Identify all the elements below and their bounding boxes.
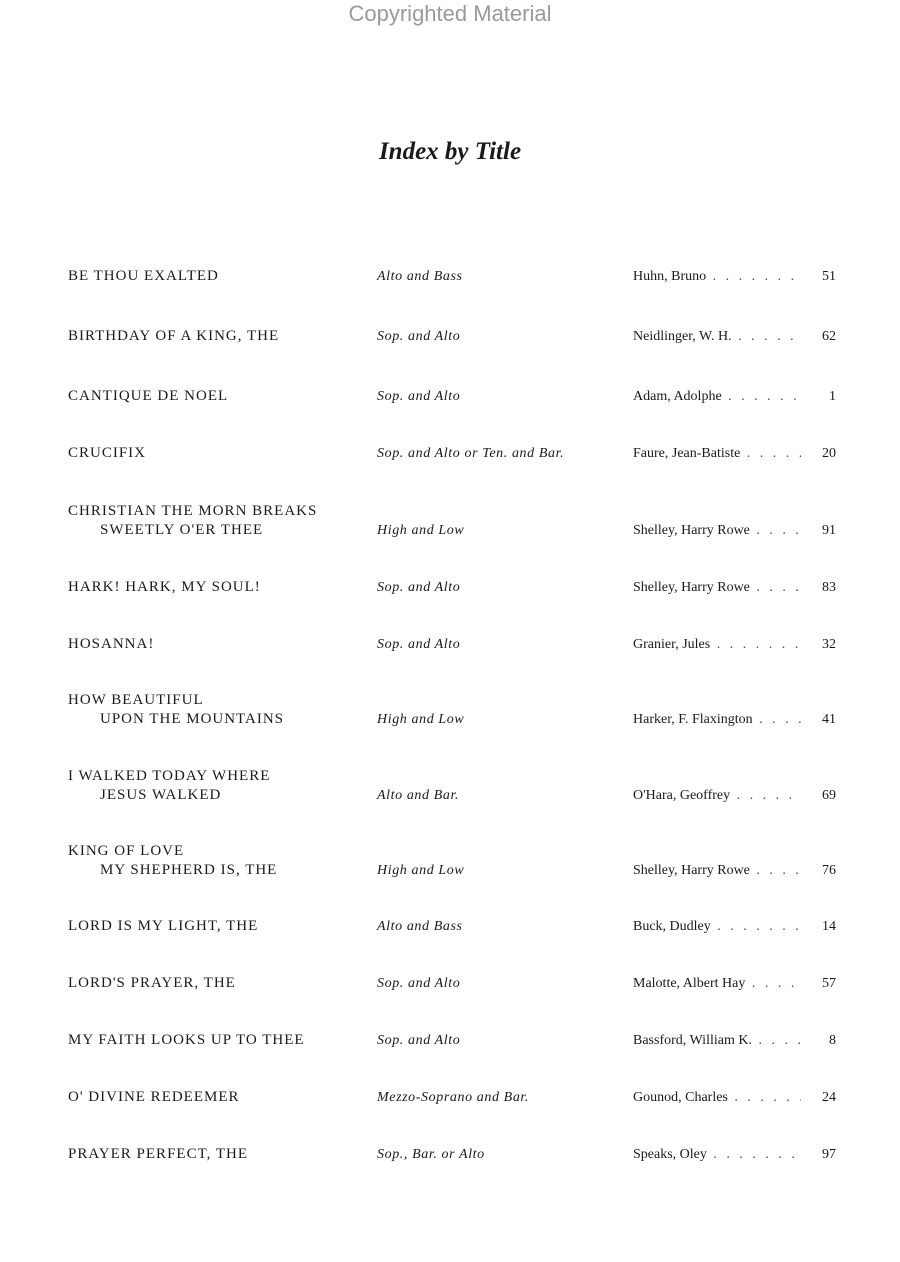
entry-title-line1: O' DIVINE REDEEMER — [68, 1089, 240, 1105]
index-entry — [0, 1020, 900, 1050]
entry-title — [68, 327, 368, 346]
index-entry — [0, 503, 900, 540]
entry-title-line1: BIRTHDAY OF A KING, THE — [68, 328, 280, 344]
entry-title — [68, 502, 368, 540]
entry-voicing: Mezzo-Soprano and Bar. — [377, 1090, 530, 1105]
entry-title — [68, 1088, 368, 1107]
entry-voicing: High and Low — [377, 712, 465, 727]
index-entry — [0, 624, 900, 654]
entry-voicing: Sop. and Alto or Ten. and Bar. — [377, 446, 565, 461]
entry-page-number: 69 — [822, 788, 836, 803]
entry-composer: Adam, Adolphe . . . — [633, 387, 801, 406]
entry-title-line1: LORD IS MY LIGHT, THE — [68, 918, 259, 934]
entry-title — [68, 917, 368, 936]
entry-title-line1: BE THOU EXALTED — [68, 268, 219, 284]
entry-title-line1: MY FAITH LOOKS UP TO THEE — [68, 1032, 305, 1048]
index-entry — [0, 433, 900, 463]
entry-composer: Neidlinger, W. H. . . . — [633, 327, 801, 346]
page-title: Index by Title — [378, 138, 522, 165]
entry-title-line2: SWEETLY O'ER THEE — [100, 522, 264, 538]
index-entry — [0, 1077, 900, 1107]
entry-voicing: Sop. and Alto — [377, 976, 461, 991]
index-entry — [0, 768, 900, 805]
entry-title — [68, 691, 368, 729]
entry-title-line1: KING OF LOVE — [68, 843, 185, 859]
entry-title-line1: HOW BEAUTIFUL — [68, 692, 204, 708]
index-entry — [0, 376, 900, 406]
entry-composer: Granier, Jules . . . — [633, 635, 801, 654]
entry-title-line2: MY SHEPHERD IS, THE — [100, 862, 278, 878]
entry-voicing: High and Low — [377, 523, 465, 538]
entry-composer: Shelley, Harry Rowe . . . — [633, 578, 801, 597]
entry-composer: Huhn, Bruno . . . — [633, 267, 801, 286]
index-entry — [0, 963, 900, 993]
entry-title-line1: HARK! HARK, MY SOUL! — [68, 579, 261, 595]
entry-title-line2: UPON THE MOUNTAINS — [100, 711, 285, 727]
entry-page-number: 32 — [822, 637, 836, 652]
entry-title — [68, 578, 368, 597]
entry-composer: Buck, Dudley . . . — [633, 917, 801, 936]
entry-title-line1: HOSANNA! — [68, 636, 155, 652]
entry-page-number: 20 — [822, 446, 836, 461]
entry-page-number: 97 — [822, 1147, 836, 1162]
entry-title — [68, 974, 368, 993]
copyright-watermark: Copyrighted Material — [348, 1, 552, 26]
entry-voicing: Sop. and Alto — [377, 637, 461, 652]
entry-composer: Shelley, Harry Rowe . . . — [633, 861, 801, 880]
entry-title-line1: LORD'S PRAYER, THE — [68, 975, 236, 991]
entry-title-line1: CANTIQUE DE NOEL — [68, 388, 229, 404]
entry-composer: Speaks, Oley . . . — [633, 1145, 801, 1164]
index-entry — [0, 692, 900, 729]
entry-composer: Faure, Jean-Batiste . . . — [633, 444, 801, 463]
entry-page-number: 91 — [822, 523, 836, 538]
entry-page-number: 1 — [829, 389, 836, 404]
entry-composer: Gounod, Charles . . . — [633, 1088, 801, 1107]
entry-title-line1: CHRISTIAN THE MORN BREAKS — [68, 503, 318, 519]
entry-title — [68, 1031, 368, 1050]
entry-title-line2: JESUS WALKED — [100, 787, 222, 803]
entry-title-line1: I WALKED TODAY WHERE — [68, 768, 271, 784]
entry-page-number: 24 — [822, 1090, 836, 1105]
entry-page-number: 57 — [822, 976, 836, 991]
entry-voicing: Sop. and Alto — [377, 329, 461, 344]
entry-page-number: 62 — [822, 329, 836, 344]
entry-title — [68, 635, 368, 654]
entry-voicing: Sop. and Alto — [377, 580, 461, 595]
entry-voicing: Alto and Bass — [377, 269, 463, 284]
entry-page-number: 41 — [822, 712, 836, 727]
entry-voicing: Sop., Bar. or Alto — [377, 1147, 485, 1162]
entry-title — [68, 444, 368, 463]
index-entry — [0, 906, 900, 936]
index-entry — [0, 567, 900, 597]
entry-voicing: Alto and Bar. — [377, 788, 460, 803]
index-entry — [0, 316, 900, 346]
entry-page-number: 76 — [822, 863, 836, 878]
entry-composer: O'Hara, Geoffrey . . . — [633, 786, 801, 805]
entry-voicing: Alto and Bass — [377, 919, 463, 934]
entry-page-number: 51 — [822, 269, 836, 284]
entry-title-line1: PRAYER PERFECT, THE — [68, 1146, 249, 1162]
entry-composer: Harker, F. Flaxington . . . — [633, 710, 801, 729]
index-entry — [0, 1134, 900, 1164]
entry-title — [68, 842, 368, 880]
entry-composer: Shelley, Harry Rowe . . . — [633, 521, 801, 540]
entry-voicing: Sop. and Alto — [377, 389, 461, 404]
entry-title — [68, 387, 368, 406]
entry-page-number: 14 — [822, 919, 836, 934]
entry-composer: Bassford, William K. . . . — [633, 1031, 801, 1050]
index-entry — [0, 256, 900, 286]
entry-title-line1: CRUCIFIX — [68, 445, 147, 461]
entry-title — [68, 1145, 368, 1164]
entry-voicing: High and Low — [377, 863, 465, 878]
entry-page-number: 8 — [829, 1033, 836, 1048]
index-entry — [0, 843, 900, 880]
entry-voicing: Sop. and Alto — [377, 1033, 461, 1048]
entry-page-number: 83 — [822, 580, 836, 595]
entry-title — [68, 267, 368, 286]
entry-title — [68, 767, 368, 805]
entry-composer: Malotte, Albert Hay . . . — [633, 974, 801, 993]
